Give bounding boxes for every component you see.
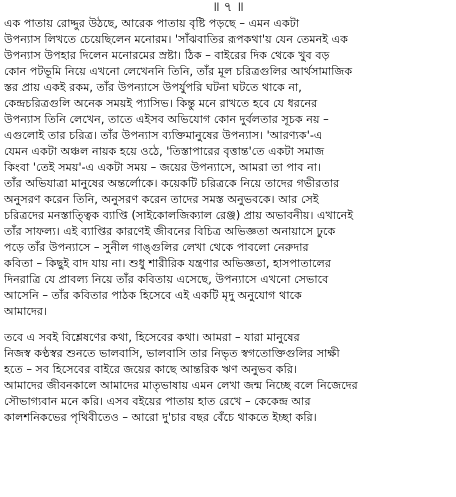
paragraph-1-line: এক পাতায় রোদ্দুর উঠছে, আরেক পাতায় বৃষ্টি পড়ছে – এমন একটা xyxy=(4,17,300,30)
paragraph-1-line: এগুলোই তার চরিত্র। তাঁর উপন্যাস ব্যক্তিমানুষের উপন্যাস। 'আরণ্যক'-এ xyxy=(4,129,323,142)
paragraph-1-line: উপন্যাস লিখতে চেয়েছিলেন মনোরম। 'সাঁঝবাতির রূপকথা'য় যেন তেমনই এক xyxy=(4,33,348,46)
paragraph-2-line: আমাদের জীবনকালে আমাদের মাতৃভাষায় এমন লেখা জন্ম নিচ্ছে বলে নিজেদের xyxy=(4,379,358,392)
paragraph-1-line: উপন্যাস তিনি লেখেন, তাতে এইসব অভিযোগ কোন দুর্বলতার সূচক নয় – xyxy=(4,113,329,126)
paragraph-1-line: চরিত্রদের মনস্তাত্ত্বিক ব্যাপ্তি (সাইকোলজিক্যাল রেঞ্জ) প্রায় অভাবনীয়। এখানেই xyxy=(4,209,354,222)
paragraph-2-line: কালশনিকভের পৃথিবীতেও – আরো দু'চার বছর বেঁচে থাকতে ইচ্ছা করি। xyxy=(4,411,317,424)
paragraph-1-line: তাঁর অভিযাত্রা মানুষের অন্তর্লোকে। কয়েকটি চরিত্রকে নিয়ে তাদের গভীরতার xyxy=(4,177,340,190)
paragraph-1-line: স্তর প্রায় একই রকম, তাঁর উপন্যাসে উপর্যুপরি ঘটনা ঘটতে থাকে না, xyxy=(4,81,302,94)
paragraph-1-line: কিংবা 'তেই সময়'-এ একটা সময় – জয়ের উপন্যাসে, আমরা তা পাব না। xyxy=(4,161,321,174)
chapter-heading: ॥ ৭ ॥ xyxy=(212,0,244,15)
paragraph-1-line: কবিতা – কিছুই বাদ যায় না। শুধু শারীরিক যন্ত্রণার অভিজ্ঞতা, হাসপাতালের xyxy=(4,257,332,270)
paragraph-1-line: অনুসরণ করেন তিনি, অনুসরণ করেন তাদের সমস্ত অনুভবকে। আর সেই xyxy=(4,193,319,206)
paragraph-1-line: দিনরাত্রি যে প্রাবল্য নিয়ে তাঁর কবিতায় এসেছে, উপন্যাসে এখনো সেভাবে xyxy=(4,273,329,286)
paragraph-2-line: তবে এ সবই বিশ্লেষণের কথা, হিসেবের কথা। আমরা – যারা মানুষের xyxy=(4,331,300,344)
paragraph-1-line: কেন্দ্রচরিত্রগুলি অনেক সময়ই প্যাসিভ। কিন্তু মনে রাখতে হবে যে ধরনের xyxy=(4,97,318,110)
paragraph-1-line: আমাদের। xyxy=(4,305,48,318)
paragraph-1-line: যেমন একটা অঞ্চল নায়ক হয়ে ওঠে, 'তিস্তাপারের বৃত্তান্ত'তে একটা সমাজ xyxy=(4,145,325,158)
paragraph-1-line: আসেনি – তাঁর কবিতার পাঠক হিসেবে এই একটি মৃদু অনুযোগ থাকে xyxy=(4,289,302,302)
paragraph-1-line: উপন্যাস উপহার দিলেন মনোরমের স্রষ্টা। ঠিক – বাইরের দিক থেকে খুব বড় xyxy=(4,49,330,62)
paragraph-2-line: সৌভাগ্যবান মনে করি। এসব বইয়ের পাতায় হাত রেখে – কেকেন্দ্র আর xyxy=(4,395,311,408)
paragraph-1-line: কোন পটভূমি নিয়ে এখনো লেখেননি তিনি, তাঁর মূল চরিত্রগুলির আর্থসামাজিক xyxy=(4,65,353,78)
paragraph-1-line: পড়ে তাঁর উপন্যাসে – সুনীল গাঙ্গুলির লেখা থেকে পাবলো নেরুদার xyxy=(4,241,309,254)
paragraph-2-line: হতে – সব হিসেবের বাইরে জয়ের কাছে আন্তরিক ঋণ অনুভব করি। xyxy=(4,363,297,376)
paragraph-1-line: তাঁর সাফল্য। এই ব্যাপ্তির কারণেই জীবনের বিচিত্র অভিজ্ঞতা অনায়াসে ঢুকে xyxy=(4,225,336,238)
paragraph-2-line: নিজস্ব কণ্ঠস্বর শুনতে ভালবাসি, ভালবাসি তার নিভৃত স্বগতোক্তিগুলির সাক্ষী xyxy=(4,347,340,360)
